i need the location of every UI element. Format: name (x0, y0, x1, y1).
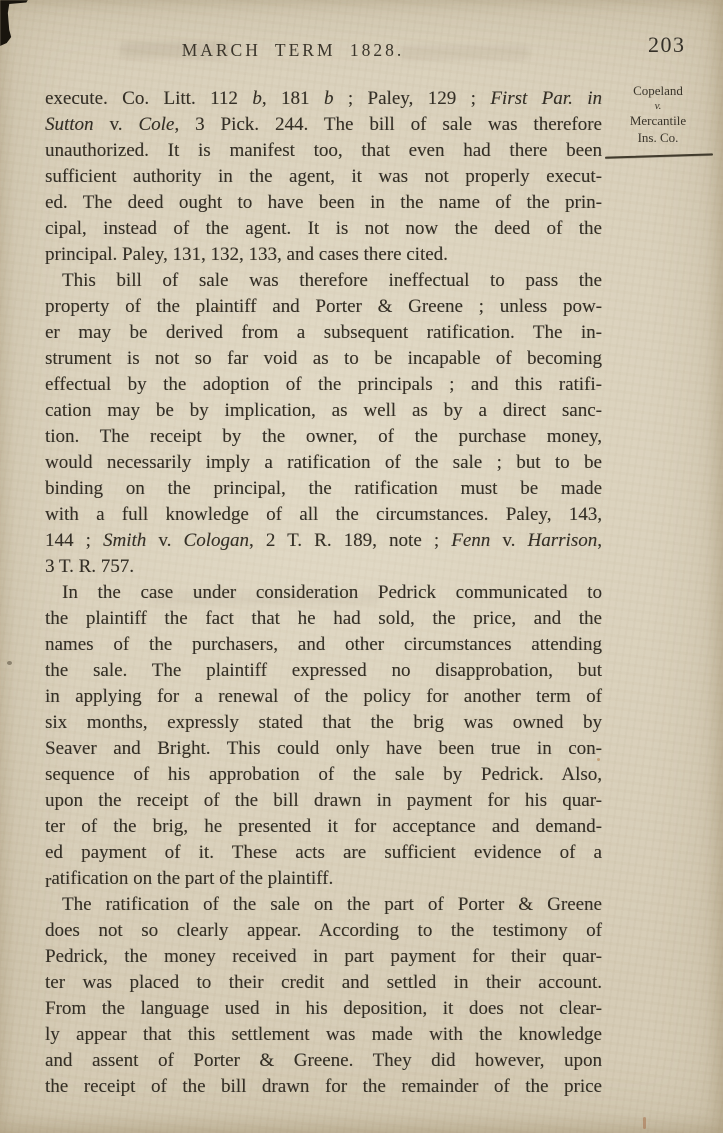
body-text-segment: ter of the brig, he presented it for acceptance and demand- (45, 816, 602, 837)
text-line (45, 840, 602, 866)
margin-note-party2: Mercantile (629, 113, 687, 128)
body-text-segment: sufficient authority in the agent, it was not properly execut- (45, 166, 602, 187)
text-line (45, 788, 602, 814)
body-text-segment: ed payment of it. These acts are sufficient evidence of a (45, 842, 602, 863)
body-text-segment: ter was placed to their credit and settled in their account. (45, 972, 602, 993)
text-line (45, 892, 602, 918)
text-line (45, 606, 602, 632)
text-line (45, 242, 602, 268)
italic-citation-text: Fenn (451, 530, 491, 551)
text-line (45, 762, 602, 788)
body-text-segment: Seaver and Bright. This could only have been true in con- (45, 738, 602, 759)
body-text-segment: v. (490, 530, 528, 551)
text-line (45, 944, 602, 970)
body-text-segment: , 3 Pick. 244. The bill of sale was therefore (174, 114, 602, 135)
body-text-segment: This bill of sale was therefore ineffectual to pass the (62, 270, 602, 291)
body-text-segment: sequence of his approbation of the sale by Pedrick. Also, (45, 764, 602, 785)
text-line (45, 866, 602, 892)
text-line (45, 1074, 602, 1100)
text-line (45, 918, 602, 944)
running-head: MARCH TERM 1828. (181, 40, 405, 60)
body-text-segment: 3 T. R. 757. (45, 556, 135, 577)
body-text-segment: v. (93, 114, 139, 135)
body-text-segment: would necessarily imply a ratification of the sale ; but to be (45, 452, 602, 473)
text-line (45, 736, 602, 762)
italic-citation-text: Harrison (527, 530, 598, 551)
text-line (45, 164, 602, 190)
text-line (45, 398, 602, 424)
body-text-segment: ; Paley, 129 ; (333, 88, 491, 109)
text-line (45, 970, 602, 996)
body-text-segment: and assent of Porter & Greene. They did however, upon (45, 1050, 602, 1071)
text-line (45, 268, 602, 294)
text-line (45, 684, 602, 710)
body-text-segment: upon the receipt of the bill drawn in payment for his quar- (45, 790, 602, 811)
italic-citation-text: b (252, 88, 262, 109)
text-line (45, 294, 602, 320)
body-text-segment: , (597, 530, 602, 551)
body-text-segment: , 2 T. R. 189, note ; (248, 530, 452, 551)
text-line (45, 1022, 602, 1048)
text-line (45, 86, 602, 112)
text-line (45, 996, 602, 1022)
body-text-segment: Pedrick, the money received in part payment for their quar- (45, 946, 602, 967)
body-text-segment: The ratification of the sale on the part of Porter & Greene (62, 894, 602, 915)
text-line (45, 216, 602, 242)
margin-note-case-name (601, 83, 715, 157)
body-text-segment: with a full knowledge of all the circumstances. Paley, 143, (45, 504, 602, 525)
body-text-segment: binding on the principal, the ratification must be made (45, 478, 602, 499)
body-text-segment: six months, expressly stated that the brig was owned by (45, 712, 602, 733)
text-line (45, 346, 602, 372)
margin-note-party1: Copeland (633, 83, 683, 98)
body-text-segment: effectual by the adoption of the principals ; and this ratifi- (45, 374, 602, 395)
margin-note-party2-cont: Ins. Co. (637, 129, 679, 145)
body-text-segment: From the language used in his deposition, it does not clear- (45, 998, 602, 1019)
italic-citation-text: Cole (138, 114, 175, 135)
body-text-segment: does not so clearly appear. According to the testimony of (45, 920, 602, 941)
text-line (45, 450, 602, 476)
body-text-segment: in applying for a renewal of the policy for another term of (45, 686, 602, 707)
body-text-segment: atification on the part of the plaintiff. (51, 868, 334, 889)
body-text-segment: property of the plaintiff and Porter & Greene ; unless pow- (45, 296, 602, 317)
italic-citation-text: Smith (103, 530, 147, 551)
text-line (45, 138, 602, 164)
fiber-mark (643, 1117, 646, 1129)
page-number: 203 (648, 32, 686, 57)
show-through-patch (400, 46, 530, 60)
body-text-segment: er may be derived from a subsequent ratification. The in- (45, 322, 602, 343)
text-line (45, 710, 602, 736)
body-text-segment: v. (146, 530, 184, 551)
text-line (45, 1048, 602, 1074)
text-line (45, 632, 602, 658)
body-text-segment: names of the purchasers, and other circumstances attending (45, 634, 602, 655)
body-text-segment: r (45, 871, 52, 892)
body-text-segment: execute. Co. Litt. 112 (45, 88, 253, 109)
body-text-segment: the plaintiff the fact that he had sold, the price, and the (45, 608, 602, 629)
text-line (45, 112, 602, 138)
body-text-segment: tion. The receipt by the owner, of the purchase money, (45, 426, 602, 447)
body-text-segment: the receipt of the bill drawn for the remainder of the price (45, 1076, 602, 1097)
text-line (45, 814, 602, 840)
body-text-segment: ly appear that this settlement was made with the knowledge (45, 1024, 602, 1045)
italic-citation-text: Sutton (45, 114, 94, 135)
body-text-segment: strument is not so far void as to be incapable of becoming (45, 348, 602, 369)
text-line (45, 580, 602, 606)
scan-edge-artifact (0, 0, 28, 50)
body-text-segment: In the case under consideration Pedrick communicated to (62, 582, 602, 603)
text-line (45, 476, 602, 502)
text-line (45, 372, 602, 398)
body-text-segment: cipal, instead of the agent. It is not now the deed of the (45, 218, 602, 239)
body-text-segment: the sale. The plaintiff expressed no disapprobation, but (45, 660, 602, 681)
text-line (45, 502, 602, 528)
text-line (45, 554, 602, 580)
body-text-segment: principal. Paley, 131, 132, 133, and cases there cited. (45, 244, 448, 265)
body-text-segment: unauthorized. It is manifest too, that even had there been (45, 140, 602, 161)
text-line (45, 658, 602, 684)
text-line (45, 528, 602, 554)
text-line (45, 424, 602, 450)
text-line (45, 320, 602, 346)
margin-note-versus: v. (654, 99, 662, 112)
text-line (45, 190, 602, 216)
margin-note-rule (605, 153, 713, 158)
body-text-segment: , 181 (261, 88, 324, 109)
italic-citation-text: b (323, 88, 334, 109)
italic-citation-text: Cologan (183, 530, 249, 551)
body-text-column (45, 86, 602, 1100)
body-text-segment: ed. The deed ought to have been in the name of the prin- (45, 192, 602, 213)
foxing-speck (7, 661, 12, 665)
italic-citation-text: First Par. in (490, 88, 603, 109)
body-text-segment: cation may be by implication, as well as by a direct sanc- (45, 400, 602, 421)
body-text-segment: 144 ; (45, 530, 103, 551)
